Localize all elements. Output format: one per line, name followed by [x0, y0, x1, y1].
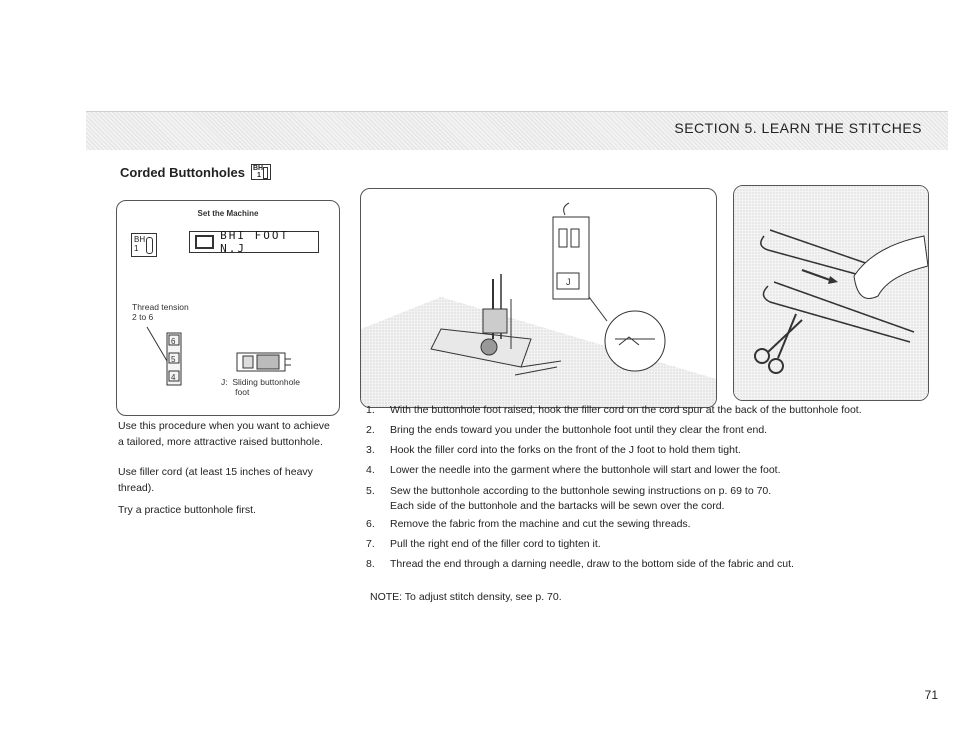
cord-illustration [734, 186, 928, 400]
intro-paragraph-1: Use this procedure when you want to achieve a tailored, more attractive raised buttonhole. [118, 420, 330, 448]
step-item: 1. With the buttonhole foot raised, hook the filler cord on the cord spur at the back of the buttonhole foot. [366, 404, 862, 416]
foot-letter: J [566, 277, 571, 287]
dial-number-4: 4 [171, 373, 176, 382]
section-title: SECTION 5. LEARN THE STITCHES [674, 120, 922, 136]
sewing-illustration [361, 189, 716, 407]
dial-number-6: 6 [171, 337, 176, 346]
steps-list [366, 404, 926, 578]
intro-paragraph-3: Try a practice buttonhole first. [118, 504, 256, 516]
step-item: 8. Thread the end through a darning needle, draw to the bottom side of the fabric and cut. [366, 558, 794, 570]
dial-number-5: 5 [171, 355, 176, 364]
page-number: 71 [924, 688, 938, 702]
step-item: 4. Lower the needle into the garment where the buttonhole will start and lower the foot. [366, 464, 781, 476]
set-machine-title: Set the Machine [197, 209, 259, 218]
section-header-band [86, 111, 948, 150]
buttonhole-small-icon: BH 1 [251, 164, 271, 180]
set-machine-panel [116, 200, 340, 416]
step-item: 5. Sew the buttonhole according to the buttonhole sewing instructions on p. 69 to 70. Each side of the buttonhole and the bartacks will be sewn over the cord. [366, 485, 772, 512]
sewing-illustration-panel [360, 188, 717, 408]
heading-title: Corded Buttonholes [120, 164, 245, 180]
foot-label: J: Sliding buttonhole foot [221, 377, 300, 397]
step-item: 2. Bring the ends toward you under the buttonhole foot until they clear the front end. [366, 424, 768, 436]
intro-paragraph-2: Use filler cord (at least 15 inches of heavy thread). [118, 466, 313, 494]
buttonhole-key-icon: BH 1 [131, 233, 157, 257]
step-item: 7. Pull the right end of the filler cord to tighten it. [366, 538, 601, 550]
display-text: BHI FOOT N.J [220, 229, 290, 255]
page-heading [120, 164, 271, 180]
cord-illustration-panel [733, 185, 929, 401]
step-item: 6. Remove the fabric from the machine and cut the sewing threads. [366, 518, 691, 530]
thread-tension-label: Thread tension 2 to 6 [132, 302, 189, 322]
step-item: 3. Hook the filler cord into the forks on the front of the J foot to hold them tight. [366, 444, 741, 456]
note-text: NOTE: To adjust stitch density, see p. 70. [370, 591, 562, 603]
